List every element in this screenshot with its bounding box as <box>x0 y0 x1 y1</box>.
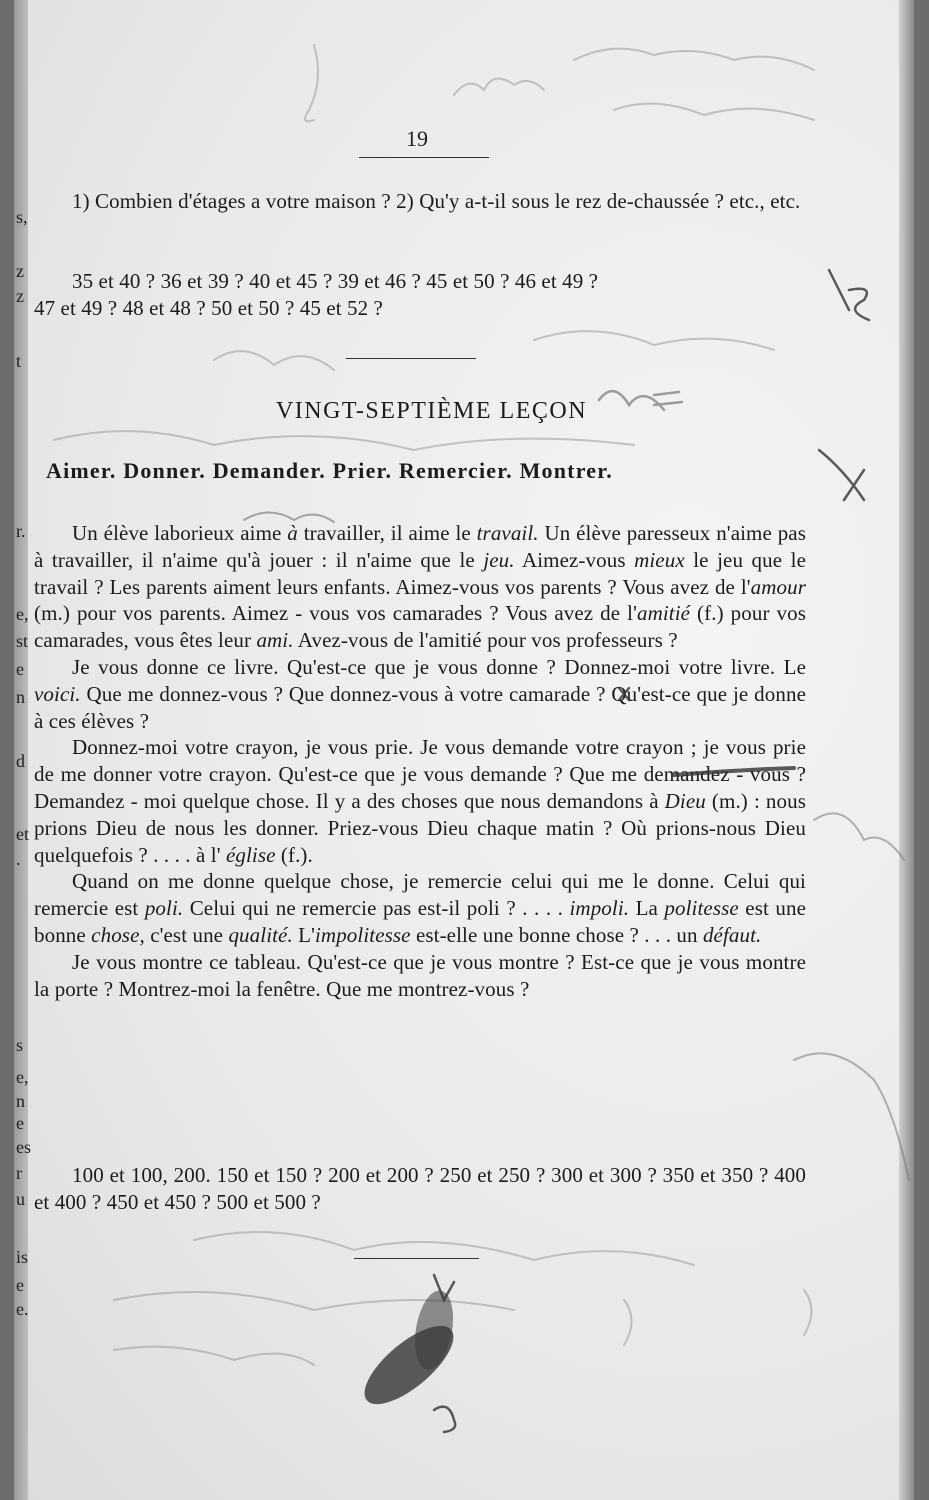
margin-fragment: n <box>16 1091 25 1111</box>
margin-fragment: z <box>16 261 24 281</box>
page-edge <box>899 0 914 1500</box>
lesson-verbs: Aimer. Donner. Demander. Prier. Remercier. Montrer. <box>46 458 613 483</box>
number-exercise-1-line-1: 35 et 40 ? 36 et 39 ? 40 et 45 ? 39 et 46 ? 45 et 50 ? 46 et 49 ? <box>72 269 599 293</box>
margin-fragment: e <box>16 1113 24 1133</box>
margin-fragment: e, <box>16 1067 29 1087</box>
margin-fragment: es <box>16 1137 31 1157</box>
margin-fragment: n <box>16 687 25 707</box>
margin-fragment: r <box>16 1163 22 1183</box>
page-number-rule <box>359 157 489 158</box>
margin-fragment: e. <box>16 1299 29 1319</box>
margin-fragment: r. <box>16 521 26 541</box>
paragraph-demander: Donnez-moi votre crayon, je vous prie. Je vous demande votre crayon ; je vous prie de me donner votre crayon. Qu'est-ce que je vous demande ? Que me demandez - vous ? Demandez - moi quelque chose. Il y a des choses que nous demandons à Dieu (m.) : nous prions Dieu de nous les donner. Priez-vous Dieu chaque matin ? Où prions-nous Dieu quelquefois ? . . . . à l' église (f.). <box>34 735 806 867</box>
book-page <box>14 0 914 1500</box>
margin-fragment: s <box>16 1035 24 1055</box>
margin-fragment: d <box>16 751 25 771</box>
exercise-questions: 1) Combien d'étages a votre maison ? 2) Qu'y a-t-il sous le rez de-chaussée ? etc., etc. <box>72 189 801 213</box>
margin-fragment: e <box>16 659 24 679</box>
page-number: 19 <box>406 126 428 151</box>
number-exercise-2: 100 et 100, 200. 150 et 150 ? 200 et 200 ? 250 et 250 ? 300 et 300 ? 350 et 350 ? 400 et 400 ? 450 et 450 ? 500 et 500 ? <box>34 1163 806 1214</box>
margin-fragment: st <box>16 631 29 651</box>
margin-fragment: . <box>16 849 21 869</box>
paragraph-donner: Je vous donne ce livre. Qu'est-ce que je vous donne ? Donnez-moi votre livre. Le voici. Que me donnez-vous ? Que donnez-vous à votre camarade ? Qu'est-ce que je donne à ces élèves ? <box>34 654 806 733</box>
lesson-title: VINGT-SEPTIÈME LEÇON <box>275 398 588 424</box>
paragraph-remercier: Quand on me donne quelque chose, je remercie celui qui me le donne. Celui qui remercie est poli. Celui qui ne remercie pas est-il poli ? . . . . impoli. La politesse est une bonne chose, c'est une qualité. L'impolitesse est-elle une bonne chose ? . . . un défaut. <box>34 869 806 947</box>
margin-fragment: et <box>16 824 29 844</box>
paragraph-aimer: Un élève laborieux aime à travailler, il aime le travail. Un élève paresseux n'aime pas à travailler, il n'aime qu'à jouer : il n'aime que le jeu. Aimez-vous mieux le jeu que le travail ? Les parents aiment leurs enfants. Aimez-vous vos parents ? Vous avez de l'amour (m.) pour vos parents. Aimez - vous vos camarades ? Vous avez de l'amitié (f.) pour vos camarades, vous êtes leur ami. Avez-vous de l'amitié pour vos professeurs ? <box>34 521 807 653</box>
number-exercise-1 <box>34 268 804 322</box>
facing-page-margin <box>14 0 34 1500</box>
margin-fragment: u <box>16 1189 25 1209</box>
margin-fragment: e <box>16 1275 24 1295</box>
section-divider <box>346 358 476 359</box>
margin-fragment: z <box>16 286 24 306</box>
margin-fragment: s, <box>16 207 28 227</box>
margin-fragment: t <box>16 351 22 371</box>
margin-fragment: is <box>16 1247 29 1267</box>
number-exercise-1-line-2: 47 et 49 ? 48 et 48 ? 50 et 50 ? 45 et 52 ? <box>34 295 383 320</box>
margin-fragment: e, <box>16 604 29 624</box>
paragraph-montrer: Je vous montre ce tableau. Qu'est-ce que je vous montre ? Est-ce que je vous montre la porte ? Montrez-moi la fenêtre. Que me montrez-vous ? <box>34 949 806 1001</box>
lesson-body <box>34 520 806 1002</box>
end-divider <box>354 1258 479 1259</box>
